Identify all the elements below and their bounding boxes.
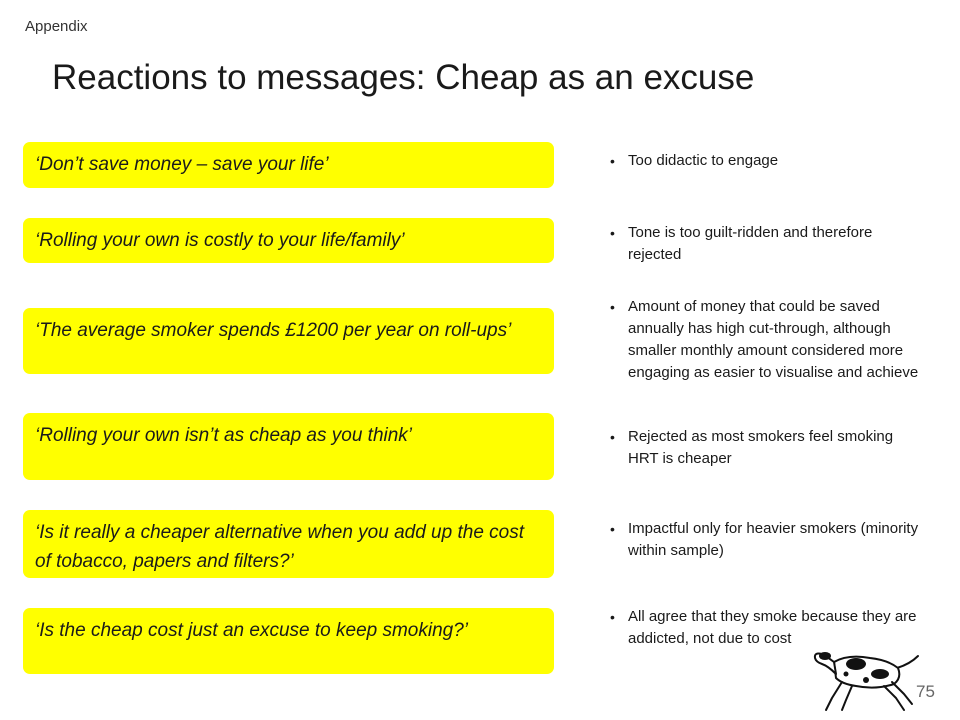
page-title: Reactions to messages: Cheap as an excuse: [52, 58, 755, 97]
pointer-dog-logo-icon: [812, 640, 922, 712]
reaction-bullet-2: • Tone is too guilt-ridden and therefore rejected: [610, 222, 920, 266]
message-box-2: ‘Rolling your own is costly to your life/family’: [23, 218, 554, 263]
section-label: Appendix: [25, 18, 88, 35]
reaction-bullet-3: • Amount of money that could be saved annually has high cut-through, although smaller monthly amount considered more engaging as easier to visualise and achieve: [610, 296, 920, 384]
page-number: 75: [916, 682, 935, 701]
message-box-6: ‘Is the cheap cost just an excuse to keep smoking?’: [23, 608, 554, 674]
message-box-1: ‘Don’t save money – save your life’: [23, 142, 554, 188]
reaction-bullet-6: • All agree that they smoke because they are addicted, not due to cost: [610, 606, 920, 650]
reaction-bullet-5: • Impactful only for heavier smokers (minority within sample): [610, 518, 920, 562]
reaction-bullet-4: • Rejected as most smokers feel smoking HRT is cheaper: [610, 426, 920, 470]
message-box-3: ‘The average smoker spends £1200 per year on roll-ups’: [23, 308, 554, 374]
reaction-bullet-1: • Too didactic to engage: [610, 150, 920, 172]
message-box-4: ‘Rolling your own isn’t as cheap as you think’: [23, 413, 554, 480]
message-box-5: ‘Is it really a cheaper alternative when you add up the cost of tobacco, papers and filters?’: [23, 510, 554, 578]
